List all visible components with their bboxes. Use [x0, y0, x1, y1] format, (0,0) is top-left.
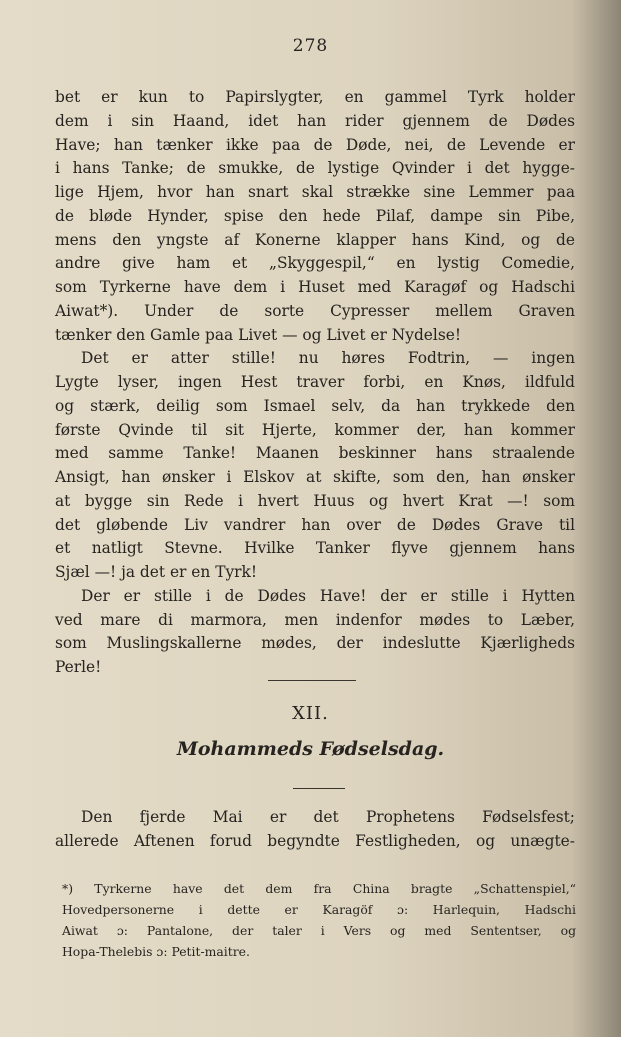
text-line: Have; han tænker ikke paa de Døde, nei, de Levende er: [55, 135, 575, 154]
text-line: bet er kun to Papirslygter, en gammel Tyrk holder: [55, 88, 575, 106]
text-line: mens den yngste af Konerne klapper hans Kind, og de: [55, 230, 575, 249]
text-line: tænker den Gamle paa Livet — og Livet er Nydelse!: [55, 325, 462, 344]
text-line: Aiwat*). Under de sorte Cypresser mellem Graven: [55, 301, 575, 320]
text-line: Det er atter stille! nu høres Fodtrin, — ingen: [81, 349, 575, 368]
text-line: som Muslingskallerne mødes, der indeslutte Kjærligheds: [55, 634, 575, 653]
text-line: at bygge sin Rede i hvert Huus og hvert Krat —! som: [55, 491, 575, 510]
text-line: Perle!: [55, 658, 102, 676]
text-line: allerede Aftenen forud begyndte Festligheden, og unægte-: [55, 831, 575, 850]
footnote: [62, 878, 576, 962]
chapter-title: Mohammeds Fødselsdag.: [176, 738, 445, 760]
text-line: andre give ham et „Skyggespil,“ en lystig Comedie,: [55, 254, 575, 273]
body-text: [55, 86, 575, 680]
text-line: dem i sin Haand, idet han rider gjennem de Dødes: [55, 111, 575, 130]
footnote-line: Hovedpersonerne i dette er Karagöf ɔ: Harlequin, Hadschi: [62, 902, 576, 917]
footnote-line: *) Tyrkerne have det dem fra China bragte „Schattenspiel,“: [62, 881, 576, 896]
text-line: som Tyrkerne have dem i Huset med Karagøf og Hadschi: [55, 278, 575, 296]
text-line: og stærk, deilig som Ismael selv, da han trykkede den: [55, 396, 575, 415]
text-line: i hans Tanke; de smukke, de lystige Qvinder i det hygge-: [55, 159, 575, 178]
text-line: Lygte lyser, ingen Hest traver forbi, en Knøs, ildfuld: [55, 373, 575, 391]
text-line: med samme Tanke! Maanen beskinner hans straalende: [55, 444, 575, 463]
footnote-line: Aiwat ɔ: Pantalone, der taler i Vers og med Sententser, og: [62, 923, 576, 938]
page-number: 278: [292, 36, 329, 56]
text-line: ved mare di marmora, men indenfor mødes to Læber,: [55, 610, 575, 629]
text-line: det gløbende Liv vandrer han over de Dødes Grave til: [55, 515, 575, 534]
text-line: de bløde Hynder, spise den hede Pilaf, dampe sin Pibe,: [55, 206, 575, 225]
text-line: Der er stille i de Dødes Have! der er stille i Hytten: [81, 586, 575, 605]
chapter-opening-text: [55, 806, 575, 854]
title-divider: [293, 788, 345, 789]
footnote-line: Hopa-Thelebis ɔ: Petit-maitre.: [62, 944, 250, 959]
text-line: første Qvinde til sit Hjerte, kommer der, han kommer: [55, 420, 575, 439]
section-divider: [268, 680, 356, 681]
text-line: Ansigt, han ønsker i Elskov at skifte, som den, han ønsker: [55, 468, 575, 486]
text-line: lige Hjem, hvor han snart skal strække sine Lemmer paa: [55, 183, 575, 201]
text-line: et natligt Stevne. Hvilke Tanker flyve gjennem hans: [55, 539, 575, 558]
text-line: Den fjerde Mai er det Prophetens Fødselsfest;: [81, 808, 575, 826]
text-line: Sjæl —! ja det er en Tyrk!: [55, 563, 258, 581]
chapter-number: XII.: [292, 703, 329, 724]
